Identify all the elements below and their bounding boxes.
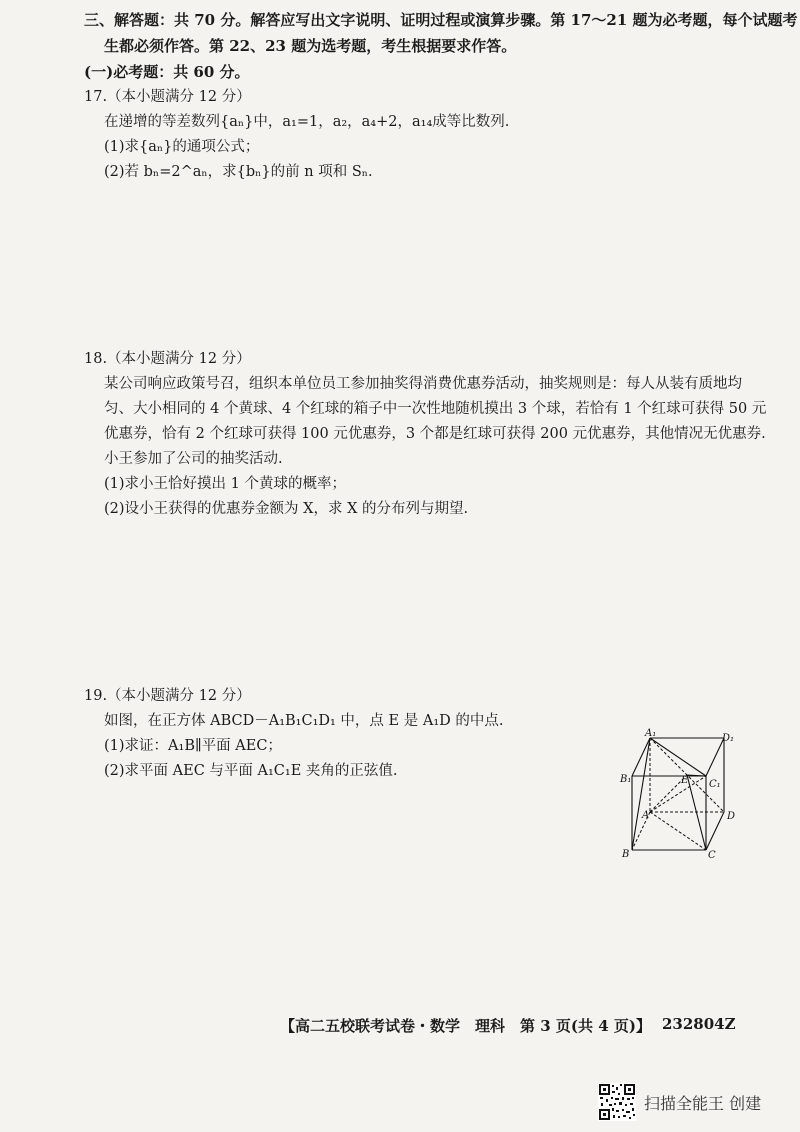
label-E: E [681, 775, 689, 786]
scanner-watermark [598, 1083, 788, 1119]
section-header-line1: 三、解答题：共 70 分。解答应写出文字说明、证明过程或演算步骤。第 17～21 题为必考题，每个试题考 [84, 11, 798, 29]
q18-part2: (2)设小王获得的优惠券金额为 X，求 X 的分布列与期望. [104, 501, 469, 517]
q19-title: 19.（本小题满分 12 分） [84, 688, 251, 704]
q17-part2: (2)若 bₙ=2^aₙ，求{bₙ}的前 n 项和 Sₙ. [104, 164, 373, 180]
q18-stem-line4: 小王参加了公司的抽奖活动. [104, 451, 283, 467]
page-footer: 【高二五校联考试卷・数学 理科 第 3 页(共 4 页)】 [280, 1017, 651, 1035]
label-C: C [708, 850, 716, 861]
exam-code: 232804Z [662, 1015, 736, 1033]
label-A1: A₁ [645, 728, 657, 739]
q18-stem-line1: 某公司响应政策号召，组织本单位员工参加抽奖得消费优惠券活动，抽奖规则是：每人从装有质地均 [104, 376, 742, 392]
label-D1: D₁ [722, 733, 735, 744]
label-C1: C₁ [709, 779, 721, 790]
q19-part2: (2)求平面 AEC 与平面 A₁C₁E 夹角的正弦值. [104, 763, 398, 779]
label-B: B [622, 849, 630, 860]
q18-stem-line2: 匀、大小相同的 4 个黄球、4 个红球的箱子中一次性地随机摸出 3 个球，若恰有 1 个红球可获得 50 元 [104, 401, 767, 417]
q19-stem: 如图，在正方体 ABCD－A₁B₁C₁D₁ 中，点 E 是 A₁D 的中点. [104, 713, 504, 729]
scanner-text: 扫描全能王 创建 [644, 1094, 762, 1113]
q17-stem: 在递增的等差数列{aₙ}中，a₁=1，a₂，a₄+2，a₁₄成等比数列. [104, 114, 510, 130]
q18-stem-line3: 优惠券，恰有 2 个红球可获得 100 元优惠券，3 个都是红球可获得 200 元优惠券，其他情况无优惠券. [104, 426, 766, 442]
part1-header: (一)必考题：共 60 分。 [84, 63, 250, 81]
q18-title: 18.（本小题满分 12 分） [84, 351, 251, 367]
qr-code-icon [598, 1083, 636, 1121]
label-D: D [727, 811, 736, 822]
q18-part1: (1)求小王恰好摸出 1 个黄球的概率； [104, 476, 346, 492]
cube-figure [612, 726, 742, 866]
label-A: A [642, 810, 650, 821]
label-B1: B₁ [620, 774, 632, 785]
section-header-line2: 生都必须作答。第 22、23 题为选考题，考生根据要求作答。 [104, 37, 517, 55]
q17-title: 17.（本小题满分 12 分） [84, 89, 251, 105]
q17-part1: (1)求{aₙ}的通项公式； [104, 139, 260, 155]
q19-part1: (1)求证：A₁B∥平面 AEC； [104, 738, 282, 754]
